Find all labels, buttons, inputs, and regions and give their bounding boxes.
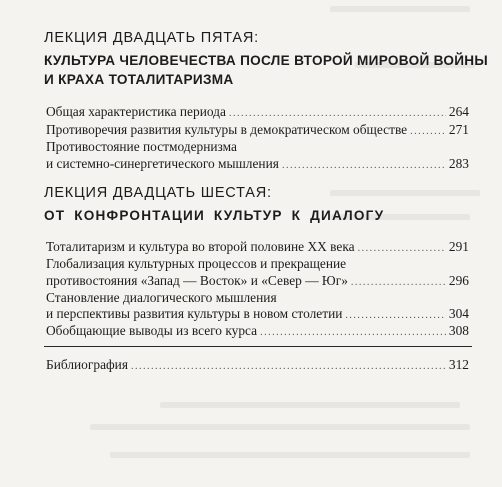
toc-entry-label: Становление диалогического мышления [46,290,277,305]
toc-entry[interactable] [46,239,469,257]
leader-dots [345,308,445,324]
leader-dots [229,106,446,122]
toc-entry-page: 304 [448,306,469,321]
toc-entry-page: 312 [448,357,469,372]
toc-entry[interactable] [46,122,469,140]
bleed-through-mark [160,402,460,408]
leader-dots [351,275,446,291]
toc-entry-bibliography[interactable] [46,357,469,375]
toc-entry-first-line[interactable] [46,256,469,272]
toc-entry-label: Тоталитаризм и культура во второй половине XX века [46,239,355,254]
lecture-26-title: ОТ КОНФРОНТАЦИИ КУЛЬТУР К ДИАЛОГУ [44,208,385,223]
leader-dots [358,241,446,257]
lecture-26-heading: ЛЕКЦИЯ ДВАДЦАТЬ ШЕСТАЯ: [44,185,272,201]
bleed-through-mark [110,452,470,458]
toc-entry-first-line[interactable] [46,139,469,155]
leader-dots [282,158,446,174]
toc-entry-label: Обобщающие выводы из всего курса [46,323,258,338]
toc-entry-page: 308 [448,323,469,338]
section-divider [44,346,472,347]
lecture-25-title-line-2: И КРАХА ТОТАЛИТАРИЗМА [44,72,234,87]
toc-entry-label: Общая характеристика периода [46,104,226,119]
toc-entry[interactable] [46,156,469,174]
toc-entry-label: Противостояние постмодернизма [46,139,237,154]
leader-dots [131,359,446,375]
bleed-through-mark [330,6,470,12]
toc-entry-page: 271 [448,122,469,137]
bleed-through-mark [90,424,470,430]
lecture-25-heading: ЛЕКЦИЯ ДВАДЦАТЬ ПЯТАЯ: [44,30,259,46]
leader-dots [410,124,446,140]
toc-entry-first-line[interactable] [46,290,469,306]
toc-entry-label: Библиография [46,357,129,372]
toc-entry-label: противостояния «Запад — Восток» и «Север — Юг» [46,273,348,288]
toc-entry[interactable] [46,273,469,291]
toc-entry-label: и перспективы развития культуры в новом столетии [46,306,343,321]
lecture-25-title-line-1: КУЛЬТУРА ЧЕЛОВЕЧЕСТВА ПОСЛЕ ВТОРОЙ МИРОВОЙ ВОЙНЫ [44,53,489,68]
leader-dots [260,325,446,341]
toc-entry-page: 296 [448,273,469,288]
bleed-through-mark [330,190,480,196]
toc-entry-page: 264 [448,104,469,119]
toc-entry-label: Противоречия развития культуры в демократическом обществе [46,122,408,137]
toc-entry-label: и системно-синергетического мышления [46,156,279,171]
toc-entry[interactable] [46,323,469,341]
toc-entry-page: 283 [448,156,469,171]
toc-entry-page: 291 [448,239,469,254]
toc-entry-label: Глобализация культурных процессов и прекращение [46,256,347,271]
toc-entry[interactable] [46,306,469,324]
toc-entry[interactable] [46,104,469,122]
